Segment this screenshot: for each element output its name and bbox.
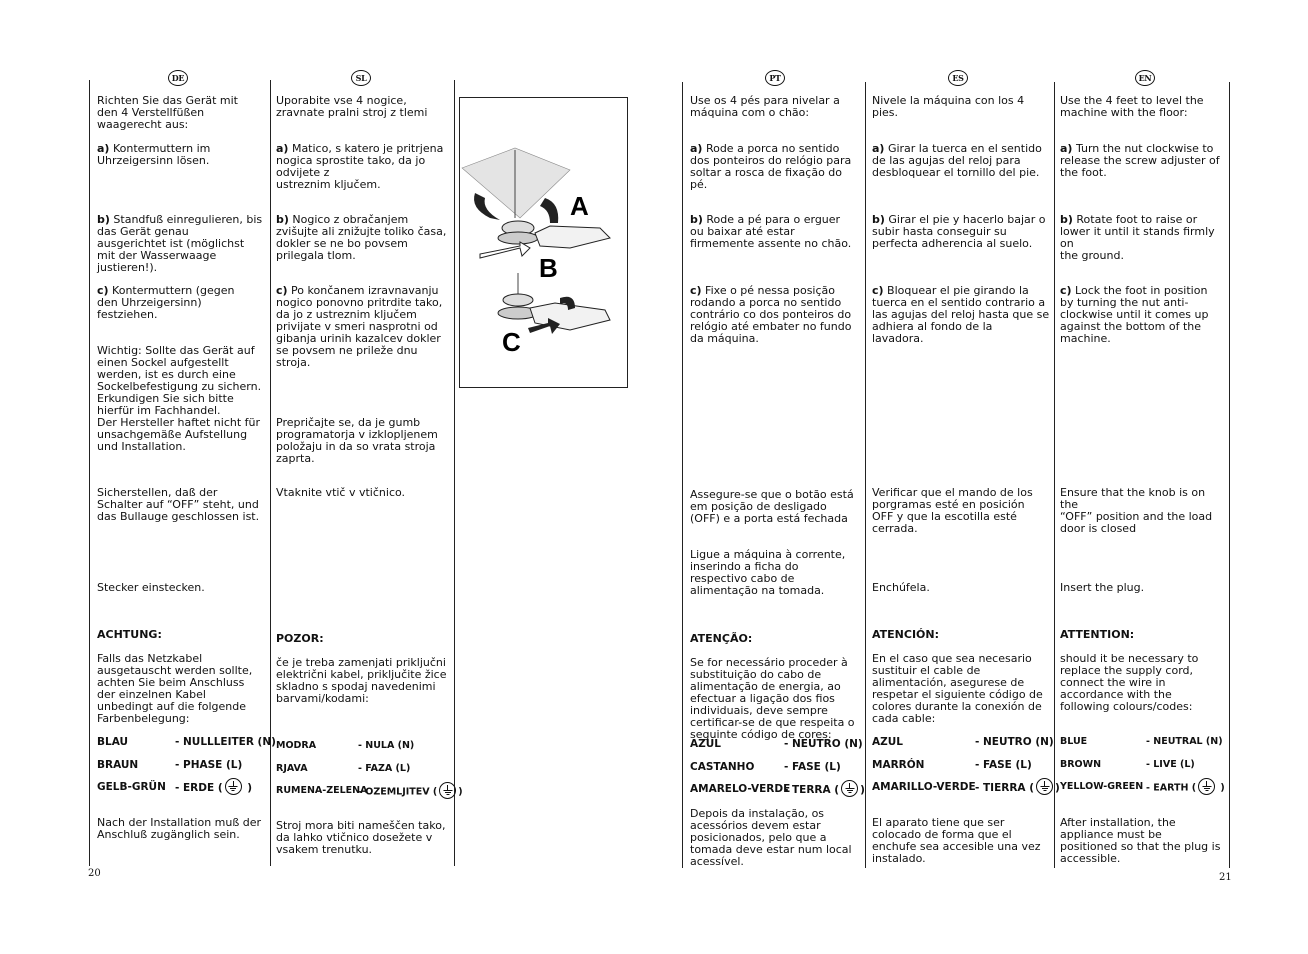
step-a-text: Turn the nut clockwise to release the screw adjuster of the foot. [1060, 142, 1220, 179]
step-c [872, 285, 1050, 345]
wire-color: RJAVA [276, 763, 308, 774]
column-rule [865, 82, 866, 868]
step-c [690, 285, 860, 345]
warning-title: POZOR: [276, 632, 324, 645]
step-a [97, 143, 265, 167]
step-c-text: Kontermuttern (gegen den Uhrzeigersinn) festziehen. [97, 284, 235, 321]
step-a-tag: a) [690, 142, 703, 155]
cable-warning [1060, 617, 1226, 725]
wire-meaning: - FASE (L) [975, 759, 1032, 771]
earth-close: ) [860, 784, 865, 796]
wire-meaning [358, 785, 463, 799]
wire-meaning: - PHASE (L) [175, 759, 243, 771]
after-installation-note: Stroj mora biti nameščen tako, da lahko vtičnico dosežete v vsakem trenutku. [276, 819, 446, 856]
step-a [1060, 143, 1226, 179]
wire-color: BLAU [97, 736, 129, 748]
levelling-figure [459, 97, 628, 388]
earth-symbol-icon [1198, 778, 1215, 795]
column-rule [1229, 82, 1230, 868]
figure-label-b: B [539, 253, 558, 283]
language-badge-sl: SL [351, 70, 371, 86]
wire-meaning: - NEUTRO (N) [975, 736, 1054, 748]
language-badge-en: EN [1135, 70, 1155, 86]
column-rule [270, 80, 271, 866]
language-badge-pt: PT [765, 70, 785, 86]
warning-title: ACHTUNG: [97, 628, 162, 641]
warning-text: Se for necessário proceder à substituição do cabo de alimentação de energia, ao efectuar a ligação dos fios individuais, deve sempre certificar-se de que respeita o seguinte código de cores: [690, 656, 855, 741]
step-b [97, 214, 265, 274]
step-a-text: Matico, s katero je pritrjena nogica sprostite tako, da jo odvijete z ustreznim ključem. [276, 142, 444, 191]
levelling-intro: Uporabite vse 4 nogice, zravnate pralni stroj z tlemi [276, 94, 428, 119]
instruction-column-es [872, 94, 1060, 885]
wire-meaning: - LIVE (L) [1146, 759, 1195, 770]
earth-symbol-icon [841, 780, 858, 797]
step-a [690, 143, 860, 191]
step-b-text: Rode a pé para o erguer ou baixar até estar firmemente assente no chão. [690, 213, 852, 250]
direction-arrow-icon [480, 242, 530, 258]
wire-color: AMARELO-VERDE [690, 783, 791, 795]
column-rule [89, 80, 90, 866]
wire-color: CASTANHO [690, 761, 755, 773]
step-a-text: Kontermuttern im Uhrzeigersinn lösen. [97, 142, 211, 167]
step-a-tag: a) [1060, 142, 1073, 155]
warning-title: ATENCIÓN: [872, 628, 940, 641]
earth-label: - OZEMLJITEV ( [358, 786, 438, 798]
step-c [1060, 285, 1226, 345]
figure-label-c: C [502, 327, 521, 357]
wire-meaning [1146, 781, 1225, 795]
cable-warning [276, 621, 450, 717]
step-b-text: Girar el pie y hacerlo bajar o subir hasta conseguir su perfecta adherencia al suelo. [872, 213, 1046, 250]
after-installation-note: El aparato tiene que ser colocado de forma que el enchufe sea accesible una vez instalado. [872, 816, 1041, 865]
earth-label: - TIERRA ( [975, 782, 1035, 794]
warning-title: ATTENTION: [1060, 628, 1135, 641]
step-b [276, 214, 450, 262]
levelling-intro: Use os 4 pés para nivelar a máquina com o chão: [690, 94, 840, 119]
plug-instruction: Stecker einstecken. [97, 581, 205, 594]
levelling-intro: Richten Sie das Gerät mit den 4 Verstellfüßen waagerecht aus: [97, 94, 238, 131]
step-c-text: Bloquear el pie girando la tuerca en el sentido contrario a las agujas del reloj hasta que se adhiera al fondo de la lavadora. [872, 284, 1050, 345]
wire-meaning [784, 783, 865, 797]
wire-meaning: - FAZA (L) [358, 763, 411, 774]
instruction-column-pt [690, 94, 865, 885]
step-b [690, 214, 860, 250]
foot-adjustment-illustration [460, 98, 627, 387]
after-installation-note: Nach der Installation muß der Anschluß zugänglich sein. [97, 816, 262, 841]
step-c-tag: c) [97, 284, 109, 297]
instruction-column-sl [276, 94, 463, 885]
column-rule [682, 82, 683, 868]
column-rule [1054, 82, 1055, 868]
step-c-text: Fixe o pé nessa posição rodando a porca no sentido contrário co dos ponteiros do relógio até embater no fundo da máquina. [690, 284, 852, 345]
step-a-text: Girar la tuerca en el sentido de las agujas del reloj para desbloquear el tornillo del pie. [872, 142, 1042, 179]
instruction-column-en [1060, 95, 1226, 885]
language-badge-de: DE [168, 70, 188, 86]
step-b [872, 214, 1050, 250]
wire-color: YELLOW-GREEN [1060, 781, 1144, 792]
step-a-tag: a) [276, 142, 289, 155]
earth-label: - EARTH ( [1146, 782, 1197, 794]
step-c-text: Po končanem izravnavanju nogico ponovno pritrdite tako, da jo z ustreznim ključem privijate v smeri nasprotni od gibanja urinih kazalcev dokler se povsem ne prileže dnu stroja. [276, 284, 443, 369]
earth-close: ) [243, 782, 253, 794]
earth-symbol-icon [1036, 778, 1053, 795]
wire-color: AMARILLO-VERDE [872, 781, 976, 793]
warning-title: ATENÇÃO: [690, 632, 753, 645]
step-b-tag: b) [97, 213, 110, 226]
plug-instruction: Vtaknite vtič v vtičnico. [276, 486, 406, 499]
knob-off-instruction: Verificar que el mando de los porgramas esté en posición OFF y que la escotilla esté cerrada. [872, 486, 1033, 535]
step-c-text: Lock the foot in position by turning the nut anti- clockwise until it comes up against the bottom of the machine. [1060, 284, 1209, 345]
after-installation-note: After installation, the appliance must be positioned so that the plug is accessible. [1060, 816, 1221, 865]
step-c [276, 285, 450, 369]
knob-off-instruction: Prepričajte se, da je gumb programatorja v izklopljenem položaju in da so vrata stroja zaprta. [276, 416, 438, 465]
rotate-arrow-right-icon [540, 198, 558, 223]
levelling-intro: Use the 4 feet to level the machine with the floor: [1060, 94, 1204, 119]
step-c-tag: c) [690, 284, 702, 297]
step-b-tag: b) [872, 213, 885, 226]
step-c [97, 285, 265, 321]
wire-color: MARRÓN [872, 759, 925, 771]
plug-instruction: Enchúfela. [872, 581, 930, 594]
wire-color: BLUE [1060, 736, 1088, 747]
earth-close: ) [1217, 782, 1225, 794]
earth-close: ) [1055, 782, 1060, 794]
after-installation-note: Depois da instalação, os acessórios devem estar posicionados, pelo que a tomada deve estar num local acessível. [690, 807, 852, 868]
wire-meaning: - NULA (N) [358, 740, 415, 751]
step-a [276, 143, 450, 191]
step-b-text: Nogico z obračanjem zvišujte ali znižujte toliko časa, dokler se ne bo povsem prilegala tlom. [276, 213, 447, 262]
step-b [1060, 214, 1226, 262]
wire-meaning: - NEUTRO (N) [784, 738, 863, 750]
page-number-left: 20 [88, 868, 101, 879]
earth-label: - TERRA ( [784, 784, 840, 796]
step-c-tag: c) [276, 284, 288, 297]
hand-upper [535, 226, 610, 248]
figure-label-a: A [570, 191, 589, 221]
earth-close: ) [458, 786, 463, 798]
wire-color: RUMENA-ZELENA [276, 785, 368, 796]
wire-color: BROWN [1060, 759, 1102, 770]
step-b-text: Standfuß einregulieren, bis das Gerät genau ausgerichtet ist (möglichst mit der Wasserwaage justieren!). [97, 213, 263, 274]
warning-text: Falls das Netzkabel ausgetauscht werden sollte, achten Sie beim Anschluss der einzelnen Kabel unbedingt auf die folgende Farbenbelegung: [97, 652, 253, 725]
step-c-tag: c) [872, 284, 884, 297]
wire-meaning [175, 781, 252, 795]
knob-off-instruction: Sicherstellen, daß der Schalter auf “OFF” steht, und das Bullauge geschlossen ist. [97, 486, 260, 523]
earth-symbol-icon [439, 782, 456, 799]
foot-base [498, 232, 538, 244]
step-a-text: Rode a porca no sentido dos ponteiros do relógio para soltar a rosca de fixação do pé. [690, 142, 852, 191]
step-b-tag: b) [276, 213, 289, 226]
step-b-tag: b) [1060, 213, 1073, 226]
levelling-intro: Nivele la máquina con los 4 pies. [872, 94, 1025, 119]
plug-instruction: Insert the plug. [1060, 581, 1145, 594]
cable-warning [97, 617, 265, 737]
knob-off-instruction: Ensure that the knob is on the “OFF” position and the load door is closed [1060, 486, 1213, 535]
cable-warning [690, 621, 860, 753]
warning-text: En el caso que sea necesario sustituir el cable de alimentación, asegurese de respetar el siguiente código de colores durante la conexión de cada cable: [872, 652, 1043, 725]
pedestal-note: Wichtig: Sollte das Gerät auf einen Sockel aufgestellt werden, ist es durch eine Sockelbefestigung zu sichern. Erkundigen Sie sich bitte hierfür im Fachhandel. Der Hersteller haftet nicht für unsachgemäße Aufstellung und Installation. [97, 344, 262, 453]
instruction-column-de [97, 94, 276, 885]
wire-meaning [975, 781, 1060, 795]
warning-text: should it be necessary to replace the supply cord, connect the wire in accordance with the following colours/codes: [1060, 652, 1199, 713]
wire-color: MODRA [276, 740, 317, 751]
warning-text: če je treba zamenjati priključni električni kabel, priključite žice skladno s spodaj navedenimi barvami/kodami: [276, 656, 447, 705]
foot-nut-lower [503, 294, 533, 306]
wire-color: GELB-GRÜN [97, 781, 166, 793]
column-rule [454, 80, 455, 866]
earth-label: - ERDE ( [175, 782, 223, 794]
wire-color: BRAUN [97, 759, 139, 771]
step-b-text: Rotate foot to raise or lower it until it stands firmly on the ground. [1060, 213, 1215, 262]
step-c-tag: c) [1060, 284, 1072, 297]
wire-meaning: - FASE (L) [784, 761, 841, 773]
step-a-tag: a) [97, 142, 110, 155]
step-a-tag: a) [872, 142, 885, 155]
step-a [872, 143, 1050, 179]
cable-warning [872, 617, 1050, 737]
wire-meaning: - NEUTRAL (N) [1146, 736, 1223, 747]
earth-symbol-icon [225, 778, 242, 795]
page-number-right: 21 [1219, 872, 1232, 883]
knob-off-instruction: Assegure-se que o botão está em posição de desligado (OFF) e a porta está fechada [690, 488, 854, 525]
language-badge-es: ES [948, 70, 968, 86]
plug-instruction: Ligue a máquina à corrente, inserindo a ficha do respectivo cabo de alimentação na tomada. [690, 548, 846, 597]
wire-color: AZUL [690, 738, 721, 750]
step-b-tag: b) [690, 213, 703, 226]
wire-color: AZUL [872, 736, 903, 748]
wire-meaning: - NULLLEITER (N) [175, 736, 276, 748]
